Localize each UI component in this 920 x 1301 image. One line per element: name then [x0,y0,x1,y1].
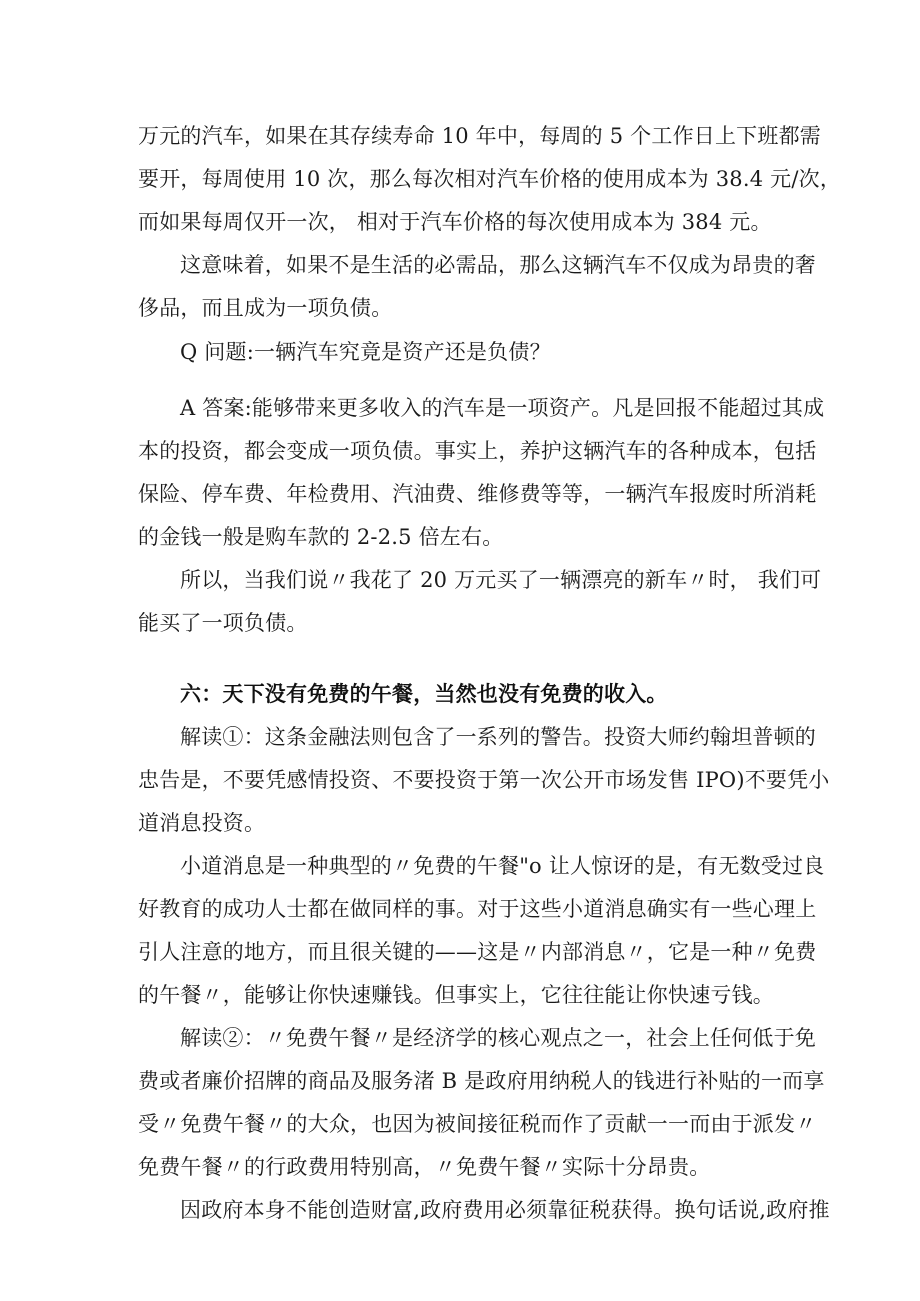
paragraph-line: 忠告是，不要凭感情投资、不要投资于第一次公开市场发售 IPO)不要凭小 [138,768,830,792]
paragraph-line: 要开，每周使用 10 次，那么每次相对汽车价格的使用成本为 38.4 元/次， [138,167,842,191]
answer-line: A 答案:能够带来更多收入的汽车是一项资产。凡是回报不能超过其成 [180,396,825,420]
paragraph-line: 本的投资，都会变成一项负债。事实上，养护这辆汽车的各种成本，包括 [138,439,817,463]
paragraph-line: 道消息投资。 [138,811,266,835]
paragraph-line: 受〃免费午餐〃的大众，也因为被间接征税而作了贡献一一而由于派发〃 [138,1112,817,1136]
paragraph-line: 的午餐〃，能够让你快速赚钱。但事实上，它往往能让你快速亏钱。 [138,983,774,1007]
paragraph-line: 小道消息是一种典型的〃免费的午餐"o 让人惊讶的是，有无数受过良 [180,854,825,878]
paragraph-line: 因政府本身不能创造财富,政府费用必须靠征税获得。换句话说,政府推 [180,1198,830,1222]
question-line: Q 问题:一辆汽车究竟是资产还是负债？ [180,340,551,364]
paragraph-line: 万元的汽车，如果在其存续寿命 10 年中，每周的 5 个工作日上下班都需 [138,124,821,148]
paragraph-line: 免费午餐〃的行政费用特别高，〃免费午餐〃实际十分昂贵。 [138,1155,711,1179]
section-heading: 六：天下没有免费的午餐，当然也没有免费的收入。 [180,682,668,706]
paragraph-line: 这意味着，如果不是生活的必需品，那么这辆汽车不仅成为昂贵的奢 [180,253,816,277]
paragraph-line: 保险、停车费、年检费用、汽油费、维修费等等，一辆汽车报废时所消耗 [138,482,817,506]
paragraph-line: 侈品，而且成为一项负债。 [138,296,393,320]
paragraph-line: 费或者廉价招牌的商品及服务渚 B 是政府用纳税人的钱进行补贴的一而享 [138,1069,825,1093]
paragraph-line: 解读①：这条金融法则包含了一系列的警告。投资大师约翰坦普顿的 [180,725,816,749]
paragraph-line: 引人注意的地方，而且很关键的——这是〃内部消息〃，它是一种〃免费 [138,940,817,964]
paragraph-line: 好教育的成功人士都在做同样的事。对于这些小道消息确实有一些心理上 [138,897,817,921]
paragraph-line: 所以，当我们说〃我花了 20 万元买了一辆漂亮的新车〃时， 我们可 [180,568,822,592]
paragraph-line: 能买了一项负债。 [138,611,308,635]
paragraph-line: 解读②：〃免费午餐〃是经济学的核心观点之一，社会上任何低于免 [180,1026,816,1050]
paragraph-line: 而如果每周仅开一次， 相对于汽车价格的每次使用成本为 384 元。 [138,210,772,234]
paragraph-line: 的金钱一般是购车款的 2-2.5 倍左右。 [138,525,504,549]
